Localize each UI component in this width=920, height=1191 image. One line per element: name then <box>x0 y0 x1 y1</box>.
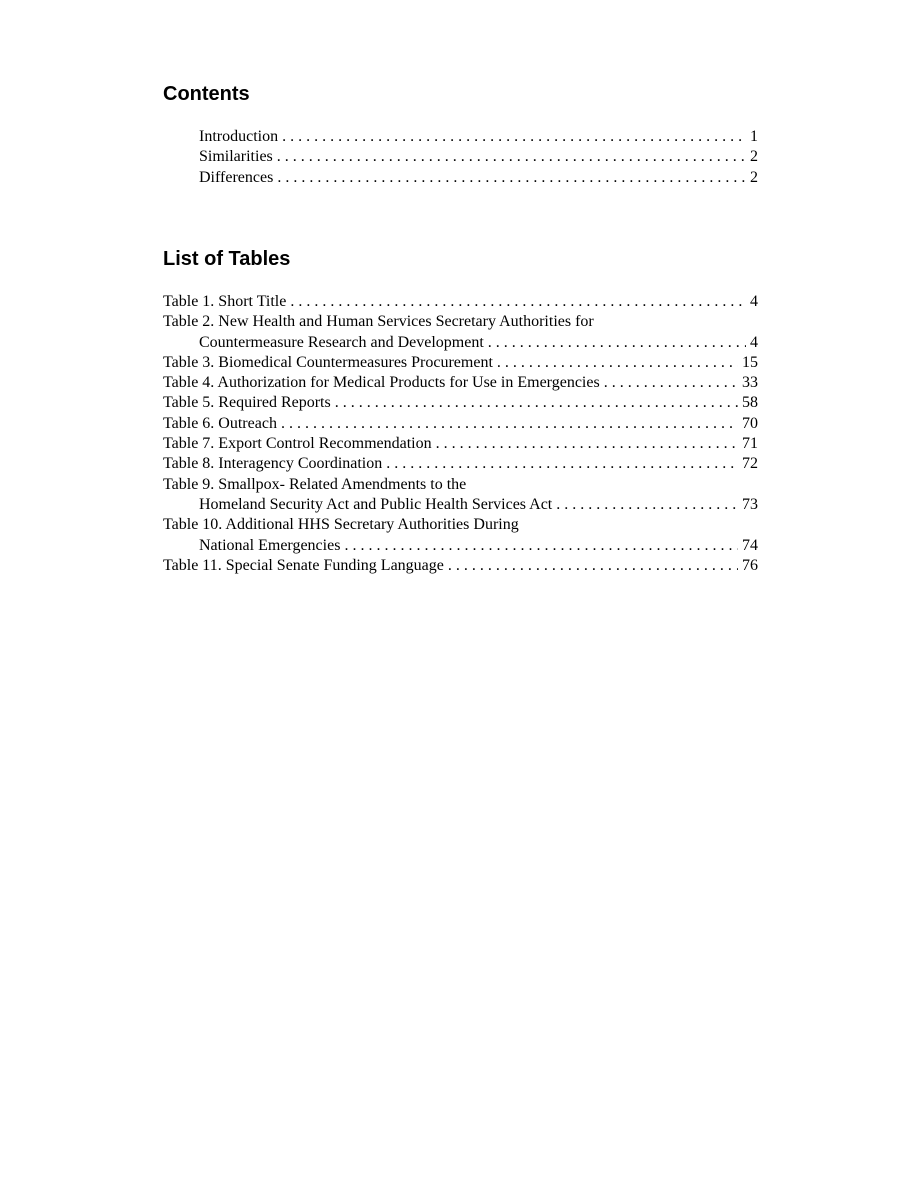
contents-list <box>163 127 758 188</box>
dot-leader <box>436 434 738 454</box>
contents-heading: Contents <box>163 83 250 105</box>
table-entry[interactable] <box>163 312 758 353</box>
dot-leader <box>290 292 746 312</box>
table-entry-page: 76 <box>742 556 758 574</box>
toc-entry[interactable] <box>163 168 758 188</box>
table-entry-page: 74 <box>742 536 758 554</box>
table-entry-label: Table 2. New Health and Human Services Secretary Authorities for <box>163 313 594 331</box>
toc-entry-page: 2 <box>750 148 758 166</box>
table-entry-label: Table 7. Export Control Recommendation <box>163 435 432 453</box>
toc-entry-page: 1 <box>750 128 758 145</box>
table-entry-label: Table 3. Biomedical Countermeasures Procurement <box>163 353 493 371</box>
table-entry-label: Table 4. Authorization for Medical Products for Use in Emergencies <box>163 374 600 392</box>
table-entry-label: Table 10. Additional HHS Secretary Authorities During <box>163 516 519 534</box>
table-entry-label: Table 8. Interagency Coordination <box>163 455 383 473</box>
dot-leader <box>277 147 746 167</box>
table-entry-label-continued: Countermeasure Research and Development <box>199 333 484 351</box>
table-entry[interactable] <box>163 475 758 516</box>
table-entry-label: Table 11. Special Senate Funding Language <box>163 556 444 574</box>
table-entry[interactable] <box>163 434 758 454</box>
table-entry-page: 71 <box>742 435 758 453</box>
table-entry[interactable] <box>163 414 758 434</box>
toc-entry[interactable] <box>163 127 758 147</box>
dot-leader <box>488 333 746 353</box>
dot-leader <box>281 414 738 434</box>
dot-leader <box>497 353 738 373</box>
table-entry-page: 70 <box>742 414 758 432</box>
table-entry[interactable] <box>163 292 758 312</box>
toc-entry-page: 2 <box>750 168 758 186</box>
table-entry[interactable] <box>163 556 758 576</box>
table-entry-page: 4 <box>750 293 758 310</box>
toc-entry[interactable] <box>163 147 758 167</box>
table-entry-label-continued: National Emergencies <box>199 536 341 554</box>
table-entry[interactable] <box>163 353 758 373</box>
list-of-tables-heading: List of Tables <box>163 248 291 270</box>
table-entry-page: 72 <box>742 455 758 473</box>
dot-leader <box>448 556 738 576</box>
table-entry[interactable] <box>163 373 758 393</box>
dot-leader <box>335 393 738 413</box>
dot-leader <box>277 168 746 188</box>
dot-leader <box>344 536 738 556</box>
table-entry-label: Table 1. Short Title <box>163 293 287 310</box>
table-entry-page: 33 <box>742 374 758 392</box>
toc-entry-label: Similarities <box>199 148 273 166</box>
table-entry-page: 4 <box>750 333 758 351</box>
table-entry[interactable] <box>163 515 758 556</box>
table-entry-label: Table 9. Smallpox- Related Amendments to the <box>163 475 467 493</box>
table-entry[interactable] <box>163 393 758 413</box>
table-entry-page: 73 <box>742 495 758 513</box>
table-entry[interactable] <box>163 454 758 474</box>
dot-leader <box>604 373 738 393</box>
table-entry-label-continued: Homeland Security Act and Public Health Services Act <box>199 495 553 513</box>
dot-leader <box>282 127 746 147</box>
list-of-tables <box>163 292 758 576</box>
toc-entry-label: Differences <box>199 168 274 186</box>
table-entry-label: Table 6. Outreach <box>163 414 277 432</box>
toc-entry-label: Introduction <box>199 128 279 145</box>
table-entry-page: 15 <box>742 353 758 371</box>
table-entry-label: Table 5. Required Reports <box>163 394 331 412</box>
dot-leader <box>386 454 738 474</box>
dot-leader <box>556 495 738 515</box>
table-entry-page: 58 <box>742 394 758 412</box>
